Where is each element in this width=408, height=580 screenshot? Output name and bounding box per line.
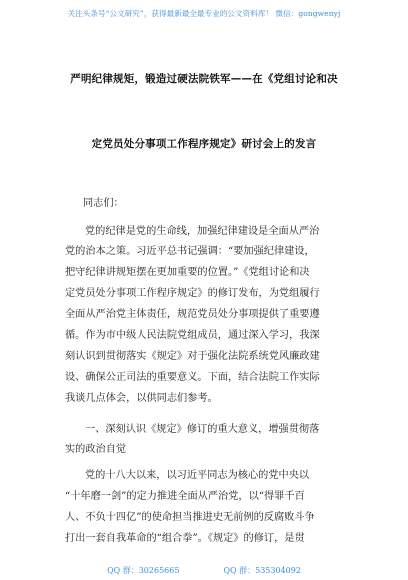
body-line: 刻认识到贯彻落实《规定》对于强化法院系统党风廉政建: [65, 351, 320, 362]
footer-qq-group-2: QQ 群：535304092: [223, 566, 301, 575]
body-line: 定党员处分事项工作程序规定》的修订发布，为党组履行: [65, 288, 320, 299]
body-line: 党的纪律是党的生命线，加强纪律建设是全面从严治: [85, 226, 320, 237]
body-line: 打出一套自我革命的“组合拳”。《规定》的修订，是贯: [65, 533, 305, 544]
document-title-line-2: 定党员处分事项工作程序规定》研讨会上的发言: [91, 138, 317, 150]
body-line: 把守纪律讲规矩摆在更加重要的位置。”《党组讨论和决: [65, 267, 310, 278]
body-line: 我谈几点体会，以供同志们参考。: [65, 393, 218, 404]
body-line: 人、不负十四亿”的使命担当推进史无前例的反腐败斗争: [65, 512, 315, 523]
header-watermark: 关注头条号“公文研究”，获得最新最全最专业的公文资料库！ 微信：gongwenyj: [67, 9, 341, 18]
section-heading-line: 实的政治自觉: [65, 444, 127, 455]
document-title-line-1: 严明纪律规矩，锻造过硬法院铁军——在《党组讨论和决: [70, 73, 338, 85]
body-line: 同志们：: [83, 198, 124, 209]
body-line: “十年磨一剑”的定力推进全面从严治党，以“得罪千百: [65, 491, 305, 502]
body-line: 党的治本之策。习近平总书记强调：“要加强纪律建设，: [65, 246, 315, 257]
body-line: 循。作为市中级人民法院党组成员，通过深入学习，我深: [65, 330, 320, 341]
footer-watermark: [0, 565, 408, 576]
body-line: 全面从严治党主体责任，规范党员处分事项提供了重要遵: [65, 309, 320, 320]
body-line: 设、确保公正司法的重要意义。下面，结合法院工作实际: [65, 372, 320, 383]
footer-qq-group-1: QQ 群：30265665: [107, 566, 180, 575]
section-heading-line: 一、深刻认识《规定》修订的重大意义，增强贯彻落: [85, 424, 320, 435]
body-line: 党的十八大以来，以习近平同志为核心的党中央以: [85, 470, 310, 481]
